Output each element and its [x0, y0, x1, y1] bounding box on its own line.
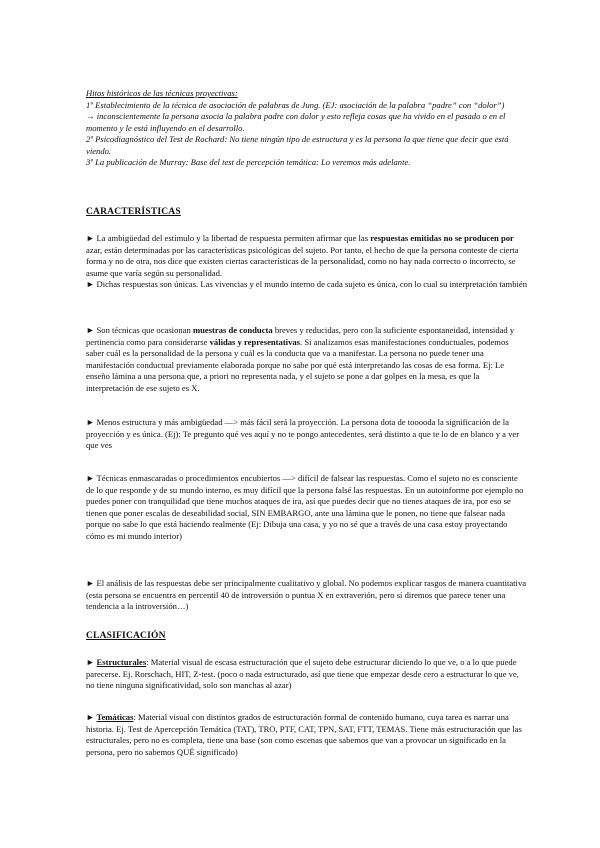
tematicas-label: Temáticas	[96, 712, 134, 722]
bullet-arrow-icon: ►	[86, 279, 95, 289]
caracteristica-1: ► La ambigüedad del estímulo y la libertad de respuesta permiten afirmar que las respuestas emitidas no se producen por azar, están determinadas por las características psicológicas del sujeto. Por tanto, el hecho de que la persona conteste de cierta forma y no de otra, nos dice que existen ciertas características de la personalidad, como no hay nada correcto o incorrecto, se asume que varía según su personalidad. ► Dichas respuestas son únicas. Las vivencias y el mundo interno de cada sujeto es única, con lo cual su interpretación también	[86, 233, 528, 289]
hitos-line-1: 1º Establecimiento de la técnica de asociación de palabras de Jung. (EJ: asociación de la palabra “padre” con “dolor”)	[86, 99, 505, 110]
caracteristica-5: ► El análisis de las respuestas debe ser principalmente cualitativo y global. No podemos explicar rasgos de manera cuantitativa (esta persona se encuentra en percentil 40 de introversión o puntua X en extraverión, pero sí diremos que parece tener una tendencia a la introversión…)	[86, 578, 527, 611]
clasificacion-estructurales: ► Estructurales: Material visual de escasa estructuración que el sujeto debe estructurar diciendo lo que ve, o a lo que puede parecerse. Ej. Rorschach, HIT, Z-test. (poco o nada estructurado, así que tiene que empezar desde cero a estructurar lo que ve, no tiene ninguna significatividad, solo son manchas al azar)	[86, 657, 519, 690]
hitos-section	[86, 88, 528, 169]
hitos-title: Hitos históricos de las técnicas proyectivas:	[86, 88, 238, 98]
hitos-line-2: → inconscientemente la persona asocia la palabra padre con dolor y esto refleja cosas que ha vivido en el pasado o en el momento y le está influyendo en el desarrollo.	[86, 111, 506, 133]
bullet-arrow-icon: ►	[86, 417, 95, 427]
bullet-arrow-icon: ►	[86, 233, 95, 243]
caracteristica-2: ► Son técnicas que ocasionan muestras de conducta breves y reducidas, pero con la suficiente espontaneidad, intensidad y pertinencia como para considerarse válidas y representativas. Si analizamos esas manifestaciones conductuales, podemos saber cuál es la personalidad de la persona y cuál es la conducta que va a manifestar. La persona no puede tener una manifestación conductual previamente elaborada porque no sabe por qué está interpretando las cosas de esa forma. Ej: Le enseño lámina a una persona que, a priori no representa nada, y el sujeto se pone a dar golpes en la mesa, es que la interpretación de ese sujeto es X.	[86, 325, 515, 393]
clasificacion-tematicas: ► Temáticas: Material visual con distintos grados de estructuración formal de contenido humano, cuya tarea es narrar una historia. Ej. Test de Apercepción Temática (TAT), TRO, PTF, CAT, TPN, SAT, FTT, TEMAS. Tiene más estructuración que las estructurales, pero no es completa, tiene una base (son como escenas que sabemos que van a provocar un significado en la persona, pero no sabemos QUÉ significado)	[86, 712, 522, 757]
bullet-arrow-icon: ►	[86, 657, 95, 667]
caracteristicas-heading: CARACTERÍSTICAS	[86, 207, 181, 217]
caracteristica-4: ► Técnicas enmascaradas o procedimientos encubiertos —> difícil de falsear las respuestas. Como el sujeto no es consciente de lo que responde y de su mundo interno, es muy difícil que la persona falsé las respuestas. En un autoinforme por ejemplo no puedes poner con tranquilidad que tiene muchos ataques de ira, así que puedes decir que no tienes ataques de ira, por eso se tienen que poner escalas de deseabilidad social, SIN EMBARGO, ante una lámina que le ponen, no tiene que falsear nada porque no sabe lo que está haciendo realmente (Ej: Dibuja una casa, y yo no sé que a través de una casa estoy proyectando cómo es mi mundo interior)	[86, 473, 524, 541]
bullet-arrow-icon: ►	[86, 325, 95, 335]
bullet-arrow-icon: ►	[86, 712, 95, 722]
hitos-line-4: 3º La publicación de Murray: Base del test de percepción temática: Lo veremos más adelante.	[86, 157, 411, 167]
bullet-arrow-icon: ►	[86, 578, 95, 588]
estructurales-label: Estructurales	[96, 657, 147, 667]
caracteristica-3: ► Menos estructura y más ambigüedad —> más fácil será la proyección. La persona dota de tooooda la significación de la proyección y es única. (Ej): Te pregunto qué ves aquí y no te pongo antecedentes, será distinto a que te lo de en blanco y a ver que ves	[86, 417, 520, 450]
hitos-line-3: 2º Psicodiagnóstico del Test de Rochard: No tiene ningún tipo de estructura y es la persona la que tiene que decir que está viendo.	[86, 134, 509, 156]
bullet-arrow-icon: ►	[86, 473, 95, 483]
clasificacion-heading: CLASIFICACIÓN	[86, 631, 166, 641]
